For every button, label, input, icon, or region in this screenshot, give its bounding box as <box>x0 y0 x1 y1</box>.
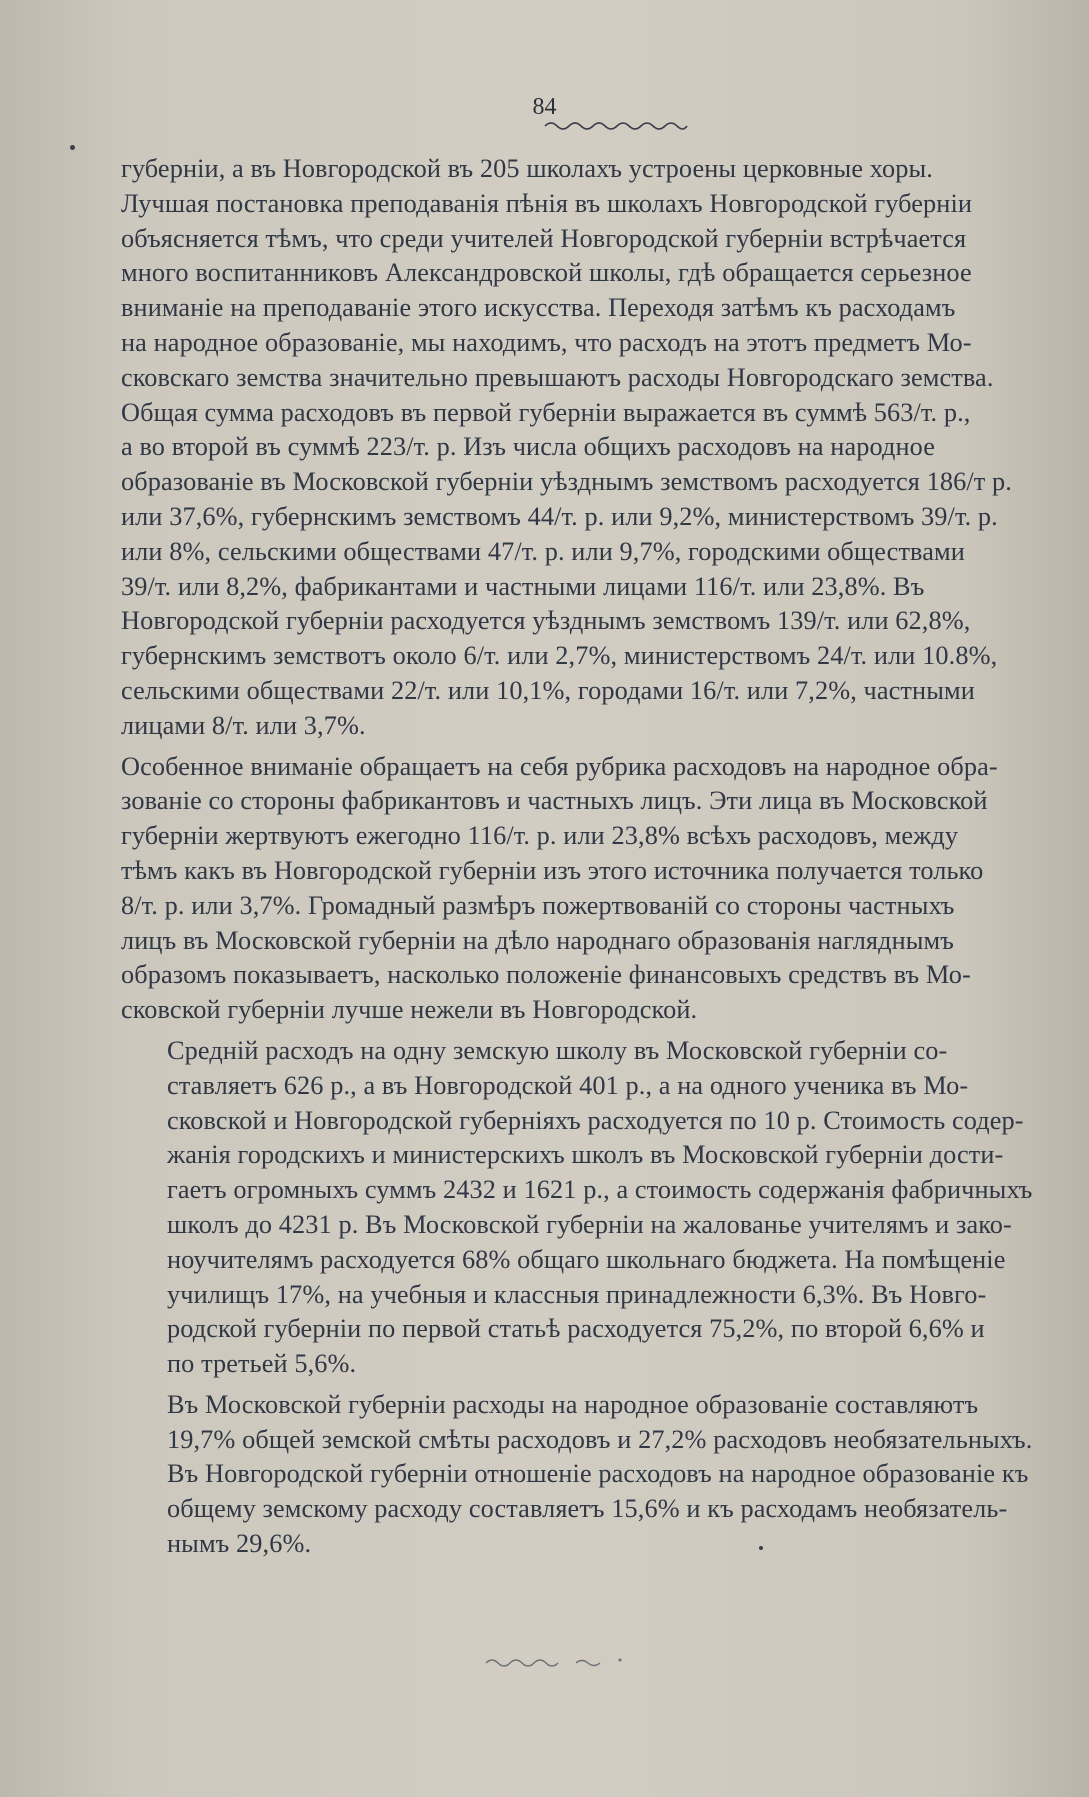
text-line: сковскаго земства значительно превышаютъ расходы Новгородскаго земства. <box>121 362 994 392</box>
text-line: губерніи, а въ Новгородской въ 205 школахъ устроены церковные хоры. <box>121 154 933 183</box>
text-line: Новгородской губерніи расходуется уѣзднымъ земствомъ 139/т. или 62,8%, <box>121 606 971 636</box>
ink-speck <box>759 1546 763 1550</box>
text-line: образованіе въ Московской губерніи уѣзднымъ земствомъ расходуется 186/т р. <box>121 467 1012 497</box>
text-line: сельскими обществами 22/т. или 10,1%, городами 16/т. или 7,2%, частными <box>121 675 975 705</box>
text-line: Особенное вниманіе обращаетъ на себя рубрика расходовъ на народное обра- <box>121 751 998 781</box>
text-line: сковской и Новгородской губерніяхъ расходуется по 10 р. Стоимость содер- <box>167 1105 1024 1135</box>
text-paragraph <box>121 1034 1076 1382</box>
text-line: родской губерніи по первой статьѣ расходуется 75,2%, по второй 6,6% и <box>167 1314 985 1344</box>
decorative-wave-ornament <box>543 118 689 132</box>
text-line: вниманіе на преподаваніе этого искусства. Переходя затѣмъ къ расходамъ <box>121 293 956 323</box>
text-line: Средній расходъ на одну земскую школу въ Московской губерніи со- <box>167 1035 948 1065</box>
text-line: по третьей 5,6%. <box>167 1349 357 1379</box>
text-line: сковской губерніи лучше нежели въ Новгородской. <box>121 995 698 1025</box>
text-line: школъ до 4231 р. Въ Московской губерніи на жалованье учителямъ и зако- <box>167 1209 1012 1239</box>
text-paragraph <box>121 152 1076 744</box>
decorative-end-ornament <box>480 1653 640 1669</box>
text-line: зованіе со стороны фабрикантовъ и частныхъ лицъ. Эти лица въ Московской <box>121 786 988 816</box>
text-line: Въ Московской губерніи расходы на народное образованіе составляютъ <box>167 1389 979 1419</box>
text-line: губернскимъ земствотъ около 6/т. или 2,7%, министерствомъ 24/т. или 10.8%, <box>121 641 998 671</box>
text-line: общему земскому расходу составляетъ 15,6% и къ расходамъ необязатель- <box>167 1494 1008 1524</box>
text-line: ноучителямъ расходуется 68% общаго школьнаго бюджета. На помѣщеніе <box>167 1244 1006 1274</box>
page-number: 84 <box>532 94 557 120</box>
text-line: 19,7% общей земской смѣты расходовъ и 27,2% расходовъ необязательныхъ. <box>167 1424 1033 1454</box>
text-line: жанія городскихъ и министерскихъ школъ въ Московской губерніи дости- <box>167 1140 1004 1170</box>
text-line: на народное образованіе, мы находимъ, что расходъ на этотъ предметъ Мо- <box>121 327 972 357</box>
text-line: 8/т. р. или 3,7%. Громадный размѣръ пожертвованій со стороны частныхъ <box>121 890 955 920</box>
body-text <box>121 152 1076 1568</box>
text-line: Общая сумма расходовъ въ первой губерніи выражается въ суммѣ 563/т. р., <box>121 397 971 427</box>
text-line: Лучшая постановка преподаванія пѣнія въ школахъ Новгородской губерніи <box>121 188 973 218</box>
text-line: а во второй въ суммѣ 223/т. р. Изъ числа общихъ расходовъ на народное <box>121 432 935 462</box>
text-line: губерніи жертвуютъ ежегодно 116/т. р. или 23,8% всѣхъ расходовъ, между <box>121 821 959 851</box>
text-paragraph <box>121 1388 1076 1562</box>
text-line: ставляетъ 626 р., а въ Новгородской 401 р., а на одного ученика въ Мо- <box>167 1070 969 1100</box>
text-line: нымъ 29,6%. <box>167 1529 312 1559</box>
text-line: Въ Новгородской губерніи отношеніе расходовъ на народное образованіе къ <box>167 1459 1029 1489</box>
text-line: образомъ показываетъ, насколько положеніе финансовыхъ средствъ въ Мо- <box>121 960 971 990</box>
text-line: гаетъ огромныхъ суммъ 2432 и 1621 р., а стоимость содержанія фабричныхъ <box>167 1175 1033 1205</box>
text-line: тѣмъ какъ въ Новгородской губерніи изъ этого источника получается только <box>121 855 984 885</box>
text-paragraph <box>121 750 1076 1028</box>
text-line: лицами 8/т. или 3,7%. <box>121 710 366 740</box>
text-line: 39/т. или 8,2%, фабрикантами и частными лицами 116/т. или 23,8%. Въ <box>121 571 925 601</box>
text-line: или 37,6%, губернскимъ земствомъ 44/т. р. или 9,2%, министерствомъ 39/т. р. <box>121 501 998 531</box>
text-line: или 8%, сельскими обществами 47/т. р. или 9,7%, городскими обществами <box>121 536 965 566</box>
text-line: училищъ 17%, на учебныя и классныя принадлежности 6,3%. Въ Новго- <box>167 1279 987 1309</box>
text-line: лицъ въ Московской губерніи на дѣло народнаго образованія нагляднымъ <box>121 925 954 955</box>
ink-speck <box>70 145 75 150</box>
text-line: много воспитанниковъ Александровской школы, гдѣ обращается серьезное <box>121 258 972 288</box>
text-line: объясняется тѣмъ, что среди учителей Новгородской губерніи встрѣчается <box>121 223 967 253</box>
